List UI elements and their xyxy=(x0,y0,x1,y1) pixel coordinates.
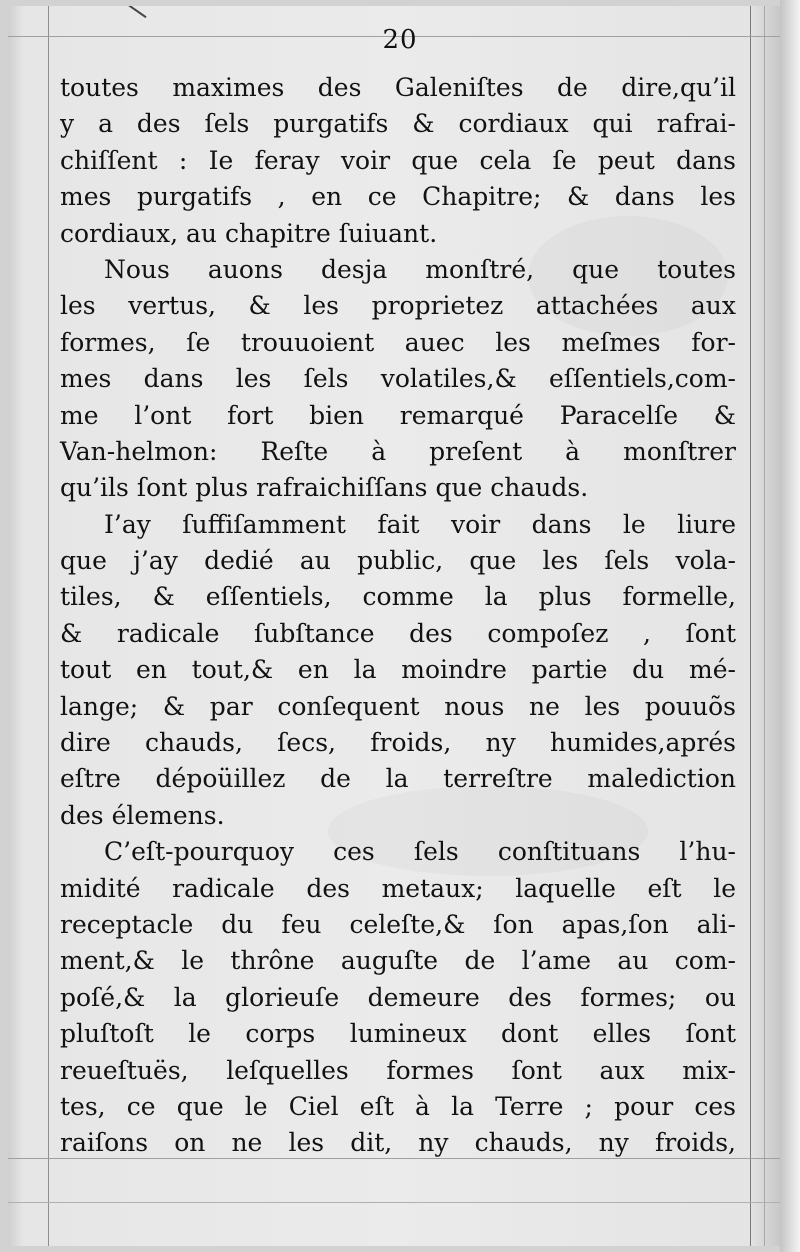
page-edge-shadow xyxy=(780,0,800,1252)
text-line: dire chauds, ſecs, froids, ny humides,aprés xyxy=(60,728,736,758)
text-line: & radicale ſubſtance des compoſez , ſont xyxy=(60,618,736,648)
text-line: eſtre dépoüillez de la terreſtre malediction xyxy=(60,764,736,794)
text-line: mes purgatifs , en ce Chapitre; & dans les xyxy=(60,182,736,212)
text-line: que j’ay dedié au public, que les ſels vola- xyxy=(60,546,736,576)
margin-rule-right xyxy=(750,6,751,1246)
page-number: 20 xyxy=(382,25,418,55)
text-line: chiſſent : Ie feray voir que cela ſe peut dans xyxy=(60,145,736,175)
text-line: des élemens. xyxy=(60,800,225,830)
text-line: raiſons on ne les dit, ny chauds, ny froids, xyxy=(60,1128,736,1158)
text-line: pluſtoſt le corps lumineux dont elles ſont xyxy=(60,1019,736,1049)
margin-rule-bottom-outer xyxy=(8,1202,780,1203)
text-line: formes, ſe trouuoient auec les meſmes for- xyxy=(60,327,736,357)
text-line: Van-helmon: Reſte à preſent à monſtrer xyxy=(60,436,736,466)
text-line: toutes maximes des Galeniſtes de dire,qu’il xyxy=(60,73,736,102)
text-line: cordiaux, au chapitre ſuiuant. xyxy=(60,218,438,248)
text-line: receptacle du feu celeſte,& ſon apas,ſon ali- xyxy=(60,909,736,939)
text-line: ment,& le thrône auguſte de l’ame au com- xyxy=(60,946,736,976)
text-line: Nous auons desja monſtré, que toutes xyxy=(104,254,736,284)
text-line: midité radicale des metaux; laquelle eſt le xyxy=(60,873,736,903)
text-line: reueſtuës, leſquelles formes ſont aux mix- xyxy=(60,1055,736,1085)
margin-rule-right-outer xyxy=(764,6,765,1246)
text-line: tout en tout,& en la moindre partie du mé- xyxy=(60,655,736,685)
text-line: lange; & par conſequent nous ne les pouuõs xyxy=(60,691,736,721)
text-line: poſé,& la glorieuſe demeure des formes; ou xyxy=(60,982,736,1012)
text-line: qu’ils ſont plus rafraichiſſans que chauds. xyxy=(60,473,589,503)
text-line: tes, ce que le Ciel eſt à la Terre ; pour ces xyxy=(60,1091,736,1121)
body-text xyxy=(60,70,736,1162)
text-line: tiles, & eſſentiels, comme la plus formelle, xyxy=(60,582,736,612)
text-line: I’ay ſuffiſamment fait voir dans le liure xyxy=(104,509,736,539)
text-line: me l’ont fort bien remarqué Paracelſe & xyxy=(60,400,736,430)
margin-rule-left xyxy=(48,6,49,1246)
text-line: les vertus, & les proprietez attachées aux xyxy=(60,291,736,321)
text-line: C’eſt-pourquoy ces ſels conſtituans l’hu- xyxy=(104,837,736,867)
ink-mark xyxy=(127,6,146,18)
text-line: y a des ſels purgatifs & cordiaux qui rafrai- xyxy=(60,109,736,139)
text-line: mes dans les ſels volatiles,& eſſentiels,com- xyxy=(60,364,736,394)
